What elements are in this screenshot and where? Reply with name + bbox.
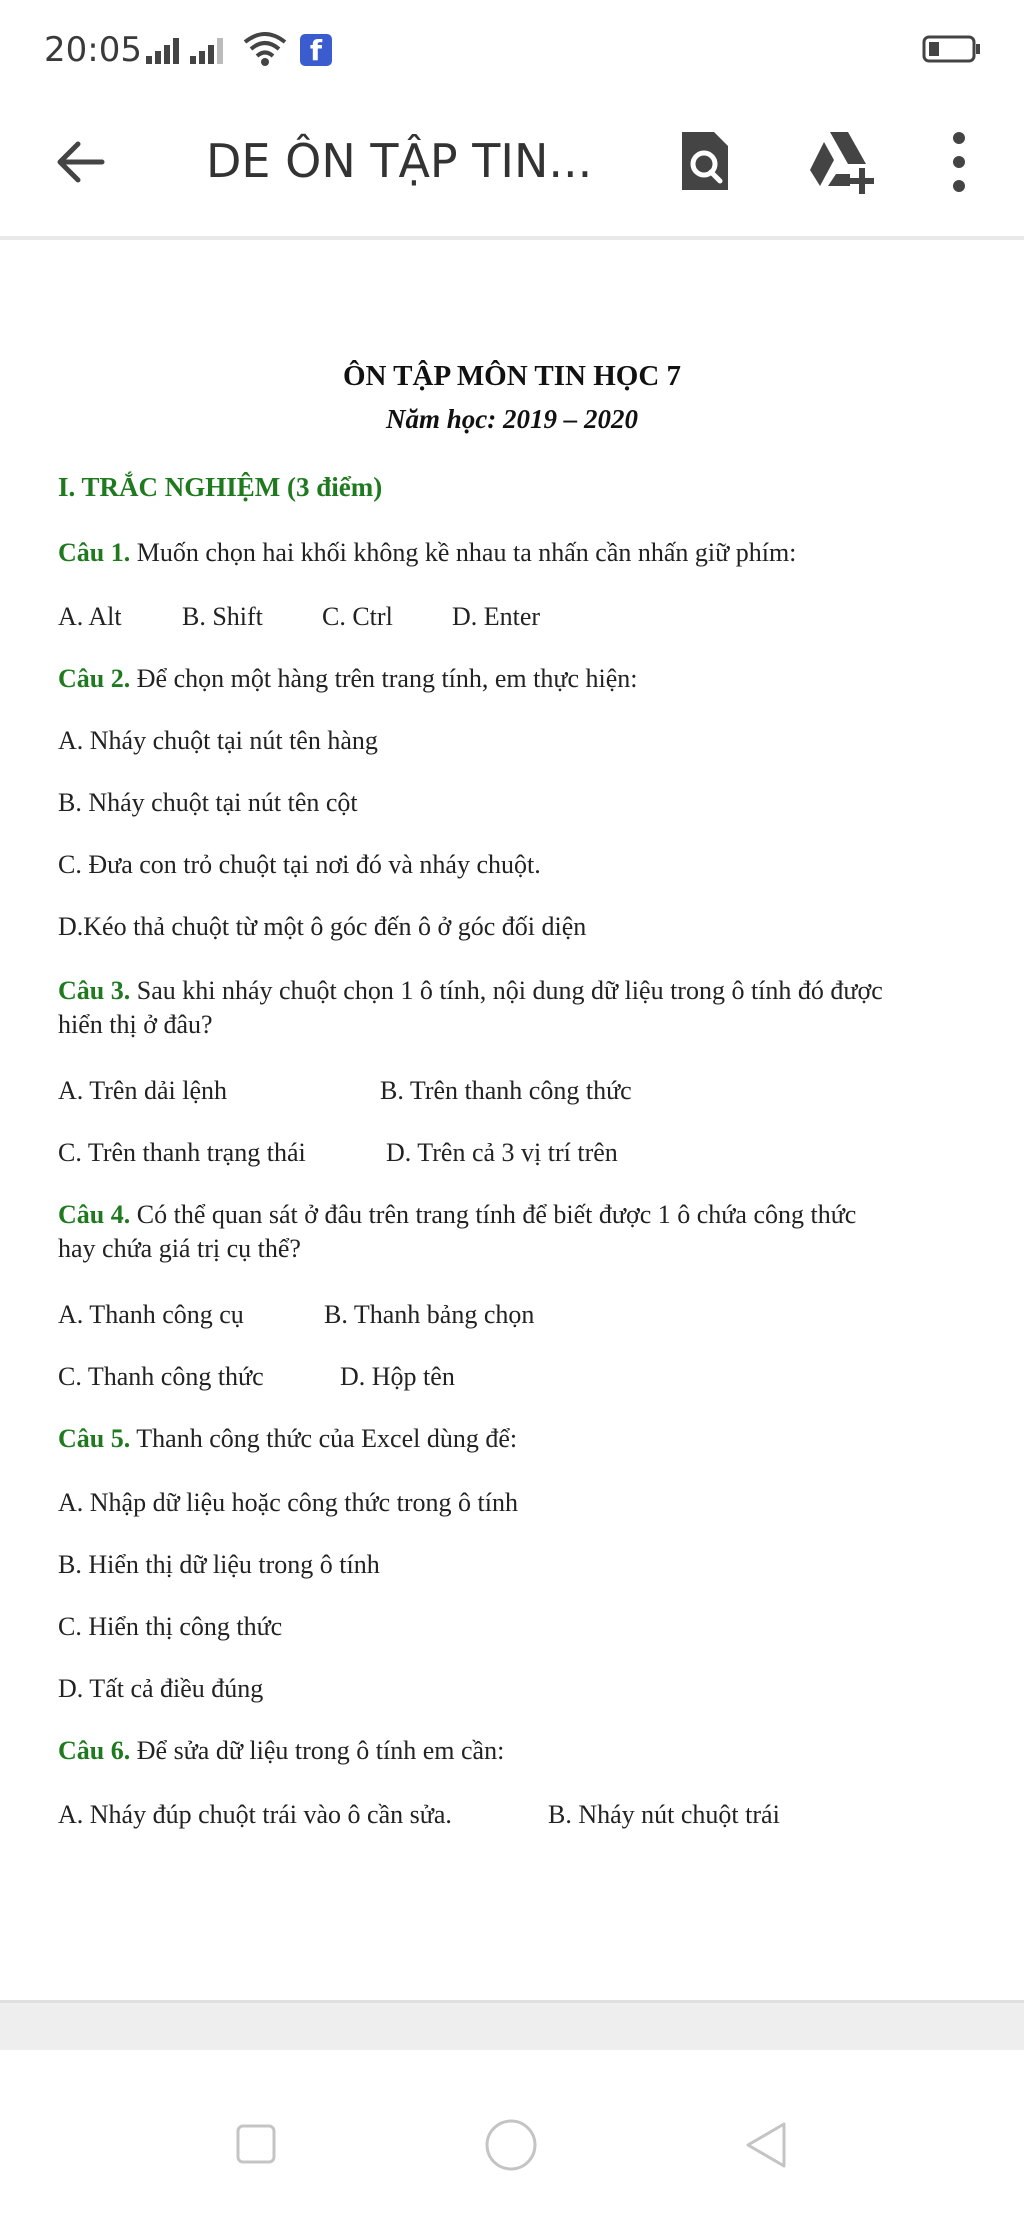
question-2	[58, 664, 638, 694]
question-text: Thanh công thức của Excel dùng để:	[130, 1424, 518, 1453]
document-subheading: Năm học: 2019 – 2020	[386, 404, 638, 434]
facebook-icon: f	[300, 34, 332, 66]
document-heading: ÔN TẬP MÔN TIN HỌC 7	[342, 360, 682, 392]
question-label: Câu 2.	[58, 664, 131, 693]
question-6	[58, 1736, 504, 1766]
question-label: Câu 6.	[58, 1736, 131, 1765]
q4-option-b: B. Thanh bảng chọn	[324, 1300, 535, 1329]
recent-apps-icon[interactable]	[234, 2122, 278, 2166]
q5-option-a: A. Nhập dữ liệu hoặc công thức trong ô tính	[58, 1488, 518, 1517]
question-3	[58, 976, 883, 1006]
question-3-continued: hiển thị ở đâu?	[58, 1010, 213, 1039]
question-text: Để chọn một hàng trên trang tính, em thực hiện:	[130, 664, 638, 693]
navigation-bar	[0, 2050, 1024, 2217]
q3-option-c: C. Trên thanh trạng thái	[58, 1138, 306, 1167]
wifi-icon	[242, 30, 288, 70]
signal-icon	[146, 36, 182, 66]
question-5	[58, 1424, 517, 1454]
status-time: 20:05	[44, 30, 142, 70]
question-label: Câu 3.	[58, 976, 131, 1005]
question-text: Để sửa dữ liệu trong ô tính em cần:	[130, 1736, 505, 1765]
q5-option-d: D. Tất cả điều đúng	[58, 1674, 264, 1703]
q1-option-a: A. Alt	[58, 602, 122, 631]
question-1	[58, 538, 796, 568]
signal-icon	[190, 36, 232, 66]
add-to-drive-icon[interactable]	[806, 128, 878, 196]
q2-option-a: A. Nháy chuột tại nút tên hàng	[58, 726, 378, 755]
question-label: Câu 1.	[58, 538, 131, 567]
q2-option-b: B. Nháy chuột tại nút tên cột	[58, 788, 358, 817]
question-label: Câu 4.	[58, 1200, 131, 1229]
q3-option-b: B. Trên thanh công thức	[380, 1076, 632, 1105]
question-label: Câu 5.	[58, 1424, 131, 1453]
app-bar	[0, 100, 1024, 240]
page-separator	[0, 2000, 1024, 2053]
status-bar	[0, 0, 1024, 100]
back-arrow-icon[interactable]	[52, 134, 108, 190]
more-vert-icon[interactable]	[944, 130, 974, 194]
q1-option-c: C. Ctrl	[322, 602, 393, 631]
q6-option-a: A. Nháy đúp chuột trái vào ô cần sửa.	[58, 1800, 452, 1829]
question-4	[58, 1200, 856, 1230]
back-icon[interactable]	[742, 2120, 790, 2170]
q3-option-a: A. Trên dải lệnh	[58, 1076, 227, 1105]
find-in-document-icon[interactable]	[676, 128, 734, 194]
question-text: Muốn chọn hai khối không kề nhau ta nhấn cần nhấn giữ phím:	[130, 538, 797, 567]
q4-option-c: C. Thanh công thức	[58, 1362, 264, 1391]
q6-option-b: B. Nháy nút chuột trái	[548, 1800, 780, 1829]
q5-option-c: C. Hiển thị công thức	[58, 1612, 283, 1641]
q4-option-d: D. Hộp tên	[340, 1362, 455, 1391]
section-heading: I. TRẮC NGHIỆM (3 điểm)	[58, 472, 383, 502]
q2-option-c: C. Đưa con trỏ chuột tại nơi đó và nháy chuột.	[58, 850, 541, 879]
q5-option-b: B. Hiển thị dữ liệu trong ô tính	[58, 1550, 380, 1579]
q4-option-a: A. Thanh công cụ	[58, 1300, 244, 1329]
q2-option-d: D.Kéo thả chuột từ một ô góc đến ô ở góc đối diện	[58, 912, 587, 941]
q3-option-d: D. Trên cả 3 vị trí trên	[386, 1138, 618, 1167]
document-page	[0, 240, 1024, 2000]
q1-option-d: D. Enter	[452, 602, 541, 631]
document-title: DE ÔN TẬP TIN...	[206, 134, 593, 188]
battery-icon	[922, 34, 982, 64]
question-text: Có thể quan sát ở đâu trên trang tính để biết được 1 ô chứa công thức	[130, 1200, 857, 1229]
question-text: Sau khi nháy chuột chọn 1 ô tính, nội dung dữ liệu trong ô tính đó được	[130, 976, 883, 1005]
home-icon[interactable]	[484, 2118, 538, 2172]
q1-option-b: B. Shift	[182, 602, 263, 631]
question-4-continued: hay chứa giá trị cụ thể?	[58, 1234, 301, 1263]
